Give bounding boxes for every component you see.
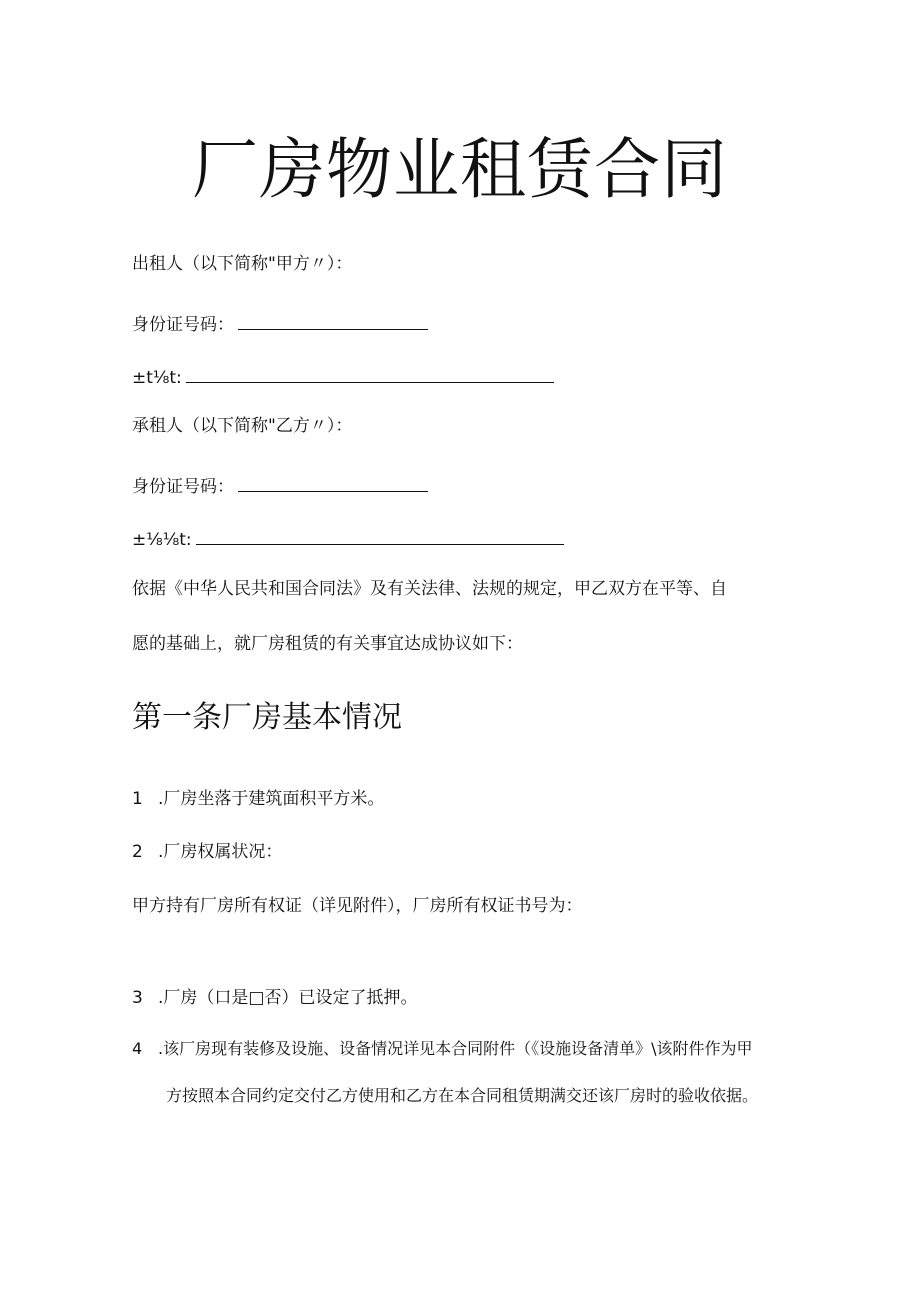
lessor-address-row [132,364,554,390]
lessee-id-row [132,473,428,499]
preamble-line-1: 依据《中华人民共和国合同法》及有关法律、法规的规定，甲乙双方在平等、自 [132,579,727,599]
preamble-line-2: 愿的基础上，就厂房租赁的有关事宜达成协议如下： [132,634,523,654]
item-1-number: 1 [132,789,143,809]
item-3-number: 3 [132,988,143,1008]
item-4-text: .该厂房现有装修及设施、设备情况详见本合同附件（《设施设备清单》\该附件作为甲 [158,1039,753,1058]
lessor-party-line: 出租人（以下简称"甲方〃）： [132,254,353,274]
lessee-party-line: 承租人（以下简称"乙方〃）： [132,416,353,436]
lessor-address-blank [186,364,554,383]
ownership-certificate-line: 甲方持有厂房所有权证（详见附件），厂房所有权证书号为： [132,896,583,916]
document-title: 厂房物业租赁合同 [192,131,728,208]
item-1-text: .厂房坐落于建筑面积平方米。 [158,789,385,809]
article-1-item-4 [132,1037,752,1061]
lessee-address-label: ±⅛⅛t: [132,530,192,550]
lessee-id-label: 身份证号码： [132,477,234,497]
item-3-text: .厂房（口是□否）已设定了抵押。 [158,988,418,1008]
item-4-number: 4 [132,1039,143,1058]
lessee-address-row [132,526,564,552]
article-1-item-1 [132,787,384,811]
article-1-item-4-continuation: 方按照本合同约定交付乙方使用和乙方在本合同租赁期满交还该厂房时的验收依据。 [166,1086,759,1105]
article-1-heading: 第一条厂房基本情况 [132,700,402,735]
lessee-address-blank [196,526,564,545]
lessor-id-label: 身份证号码： [132,315,234,335]
item-2-number: 2 [132,842,143,862]
article-1-item-3 [132,986,417,1010]
lessor-id-row [132,311,428,337]
item-2-text: .厂房权属状况： [158,842,283,862]
lessor-address-label: ±t⅛t: [132,368,182,388]
lessor-id-blank [238,311,428,330]
lessee-id-blank [238,473,428,492]
article-1-item-2 [132,840,282,864]
